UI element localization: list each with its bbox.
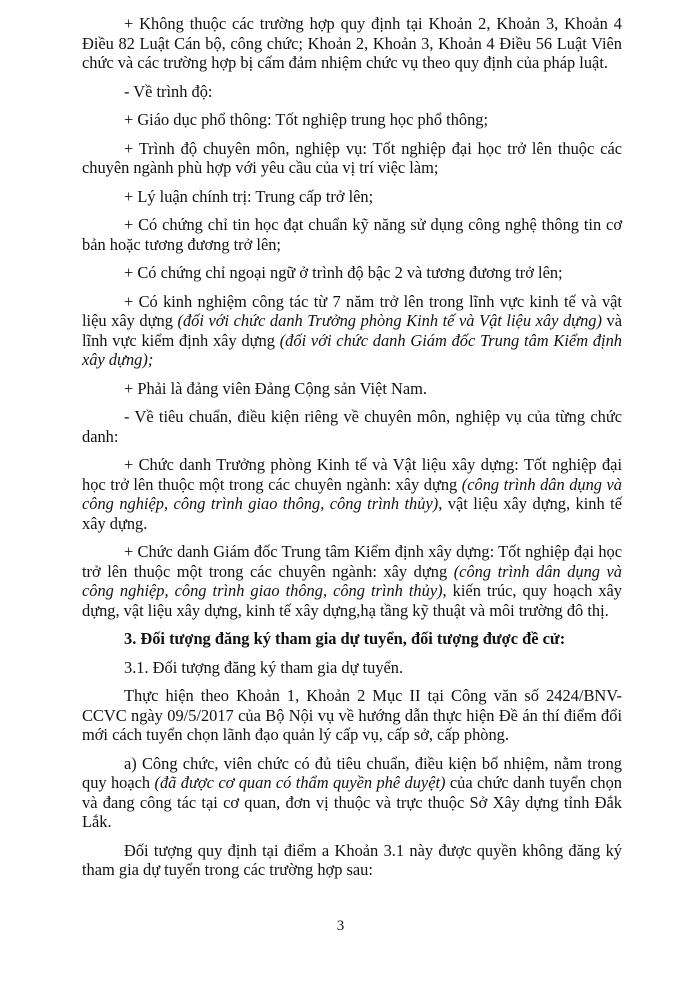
paragraph [82,542,622,620]
text-run: + Chức danh Giám đốc Trung tâm Kiểm định xây dựng: Tốt nghiệp đại học trở lên thuộc một trong các chuyên ngành: xây dựng [82,542,622,581]
paragraph [82,215,622,254]
italic-text: (công trình dân dụng và công nghiệp, công trình giao thông, công trình thủy) [82,474,622,513]
text-run: + Trình độ chuyên môn, nghiệp vụ: Tốt nghiệp đại học trở lên thuộc các chuyên ngành phù hợp với yêu cầu của vị trí việc làm; [82,138,622,177]
section-heading: 3. Đối tượng đăng ký tham gia dự tuyển, đối tượng được đề cử: [124,629,566,648]
text-run: + Không thuộc các trường hợp quy định tại Khoản 2, Khoản 3, Khoản 4 Điều 82 Luật Cán bộ, công chức; Khoản 2, Khoản 3, Khoản 4 Điều 56 Luật Viên chức và các trường hợp bị cấm đảm nhiệm chức vụ theo quy định của pháp luật. [82,14,622,72]
italic-text: (đối với chức danh Trưởng phòng Kinh tế và Vật liệu xây dựng) [177,311,602,330]
paragraph [82,292,622,370]
italic-text: (đối với chức danh Giám đốc Trung tâm Kiểm định xây dựng); [82,330,622,369]
text-run: + Giáo dục phổ thông: Tốt nghiệp trung học phổ thông; [124,110,489,129]
text-run: - Về trình độ: [124,81,213,101]
paragraph [82,407,622,446]
paragraph [82,82,622,102]
paragraph [82,658,622,678]
paragraph [82,455,622,533]
text-run: Thực hiện theo Khoản 1, Khoản 2 Mục II tại Công văn số 2424/BNV-CCVC ngày 09/5/2017 của Bộ Nội vụ về hướng dẫn thực hiện Đề án thí điểm đổi mới cách tuyển chọn lãnh đạo quản lý cấp vụ, cấp sở, cấp phòng. [82,686,622,744]
paragraph [82,841,622,880]
text-run: + Có chứng chỉ ngoại ngữ ở trình độ bậc 2 và tương đương trở lên; [124,263,563,282]
text-run: + Có kinh nghiệm công tác từ 7 năm trở lên trong lĩnh vực kinh tế và vật liệu xây dựng [82,291,622,330]
text-run: 3.1. Đối tượng đăng ký tham gia dự tuyển. [124,657,404,677]
paragraph [82,110,622,130]
paragraph [82,263,622,283]
text-run: - Về tiêu chuẩn, điều kiện riêng về chuyên môn, nghiệp vụ của từng chức danh: [82,407,622,446]
text-run: và lĩnh vực kiểm định xây dựng [82,311,622,350]
paragraph [82,14,622,73]
paragraph [82,379,622,399]
italic-text: (công trình dân dụng và công nghiệp, công trình giao thông, công trình thủy) [82,561,622,600]
paragraph [82,754,622,832]
text-run: của chức danh tuyển chọn và đang công tác tại cơ quan, đơn vị thuộc và trực thuộc Sở Xây dựng tỉnh Đắk Lắk. [82,773,622,831]
text-run: Đối tượng quy định tại điểm a Khoản 3.1 này được quyền không đăng ký tham gia dự tuyển trong các trường hợp sau: [82,840,622,879]
paragraph [82,139,622,178]
italic-text: (đã được cơ quan có thẩm quyền phê duyệt) [154,773,446,792]
text-run: + Chức danh Trưởng phòng Kinh tế và Vật liệu xây dựng: Tốt nghiệp đại học trở lên thuộc một trong các chuyên ngành: xây dựng [82,455,622,494]
text-run: + Có chứng chỉ tin học đạt chuẩn kỹ năng sử dụng công nghệ thông tin cơ bản hoặc tương đương trở lên; [82,215,622,254]
document-page [82,14,622,889]
text-run: , vật liệu xây dựng, kinh tế xây dựng. [82,494,622,533]
text-run: + Phải là đảng viên Đảng Cộng sản Việt Nam. [124,378,427,398]
paragraph [82,187,622,207]
text-run: + Lý luận chính trị: Trung cấp trở lên; [124,186,374,206]
text-run: a) Công chức, viên chức có đủ tiêu chuẩn, điều kiện bổ nhiệm, nằm trong quy hoạch [82,753,622,792]
page-number: 3 [336,918,345,934]
text-run: , kiến trúc, quy hoạch xây dựng, vật liệu xây dựng, kinh tế xây dựng,hạ tầng kỹ thuật và môi trường đô thị. [82,581,622,620]
paragraph [82,629,622,649]
paragraph [82,686,622,745]
